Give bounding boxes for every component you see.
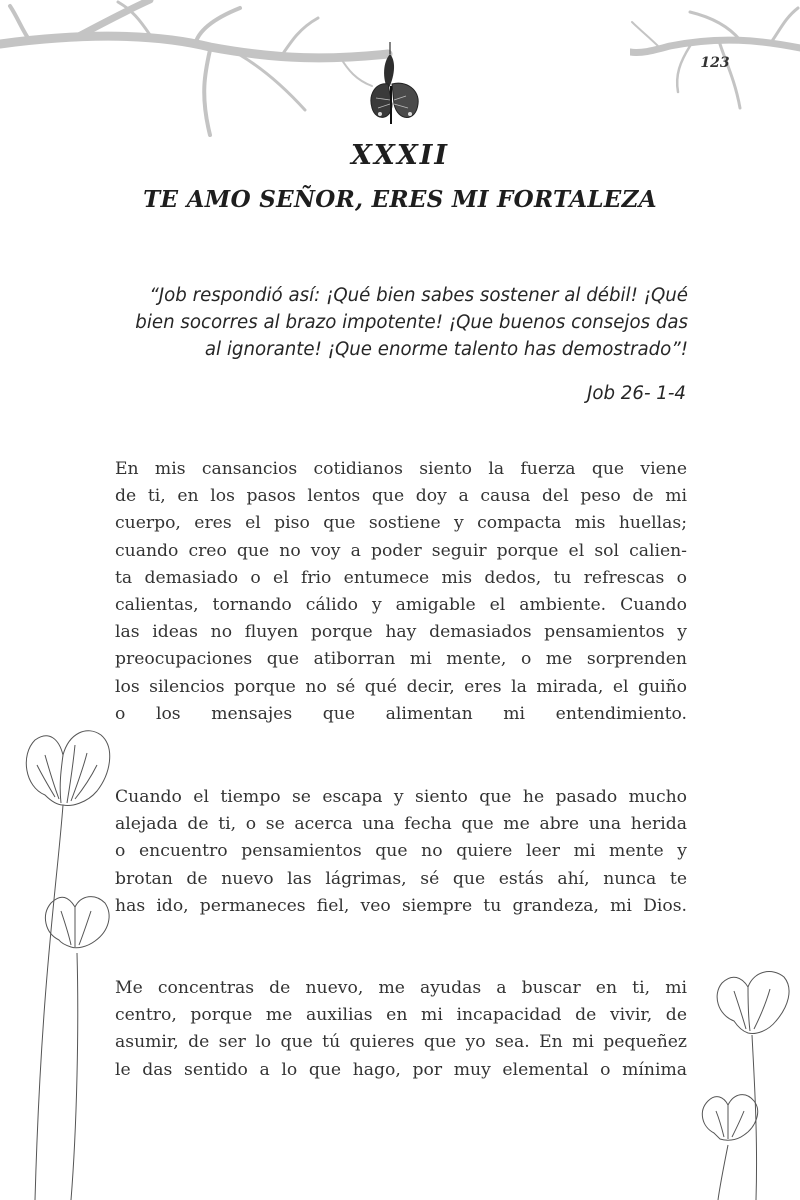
poppy-flowers-left-illustration xyxy=(15,725,120,1200)
text-line: Cuando el tiempo se escapa y siento que he pasado mucho xyxy=(115,787,687,807)
chapter-title: TE AMO SEÑOR, ERES MI FORTALEZA xyxy=(143,186,657,213)
text-line: cuando creo que no voy a poder seguir porque el sol calien- xyxy=(115,540,687,561)
page-number: 123 xyxy=(700,55,730,71)
text-line: de ti, en los pasos lentos que doy a causa del peso de mi xyxy=(115,486,687,507)
butterfly-cocoon-illustration xyxy=(362,42,428,132)
epigraph-quote xyxy=(110,282,688,363)
text-line: has ido, permaneces fiel, veo siempre tu grandeza, mi Dios. xyxy=(115,895,687,916)
text-line: En mis cansancios cotidianos siento la fuerza que viene xyxy=(115,459,687,479)
epigraph-line: al ignorante! ¡Que enorme talento has demostrado”! xyxy=(204,339,688,360)
body-paragraph xyxy=(115,456,687,728)
tree-branch-left-illustration xyxy=(0,0,400,145)
body-paragraph xyxy=(115,975,687,1084)
text-line: las ideas no fluyen porque hay demasiados pensamientos y xyxy=(115,622,687,643)
text-line: asumir, de ser lo que tú quieres que yo sea. En mi pequeñez xyxy=(115,1032,687,1053)
epigraph-line: “Job respondió así: ¡Qué bien sabes sostener al débil! ¡Qué xyxy=(149,285,688,306)
epigraph-line: bien socorres al brazo impotente! ¡Que buenos consejos das xyxy=(135,312,688,333)
chapter-number: XXXII xyxy=(350,140,450,171)
text-line: alejada de ti, o se acerca una fecha que me abre una herida xyxy=(115,814,687,835)
text-line: centro, porque me auxilias en mi incapacidad de vivir, de xyxy=(115,1005,687,1026)
body-paragraph xyxy=(115,784,687,920)
text-line: ta demasiado o el frio entumece mis dedos, tu refrescas o xyxy=(115,567,687,588)
text-line: cuerpo, eres el piso que sostiene y compacta mis huellas; xyxy=(115,513,687,534)
text-line: calientas, tornando cálido y amigable el ambiente. Cuando xyxy=(115,595,687,616)
text-line: o encuentro pensamientos que no quiere leer mi mente y xyxy=(115,841,687,862)
epigraph-source: Job 26- 1-4 xyxy=(586,383,686,404)
text-line: brotan de nuevo las lágrimas, sé que estás ahí, nunca te xyxy=(115,868,687,889)
text-line: o los mensajes que alimentan mi entendimiento. xyxy=(115,703,687,724)
poppy-flowers-right-illustration xyxy=(690,965,800,1200)
text-line: preocupaciones que atiborran mi mente, o me sorprenden xyxy=(115,649,687,670)
text-line: Me concentras de nuevo, me ayudas a buscar en ti, mi xyxy=(115,978,687,998)
text-line: le das sentido a lo que hago, por muy elemental o mínima xyxy=(115,1059,687,1080)
text-line: los silencios porque no sé qué decir, eres la mirada, el guiño xyxy=(115,676,687,697)
